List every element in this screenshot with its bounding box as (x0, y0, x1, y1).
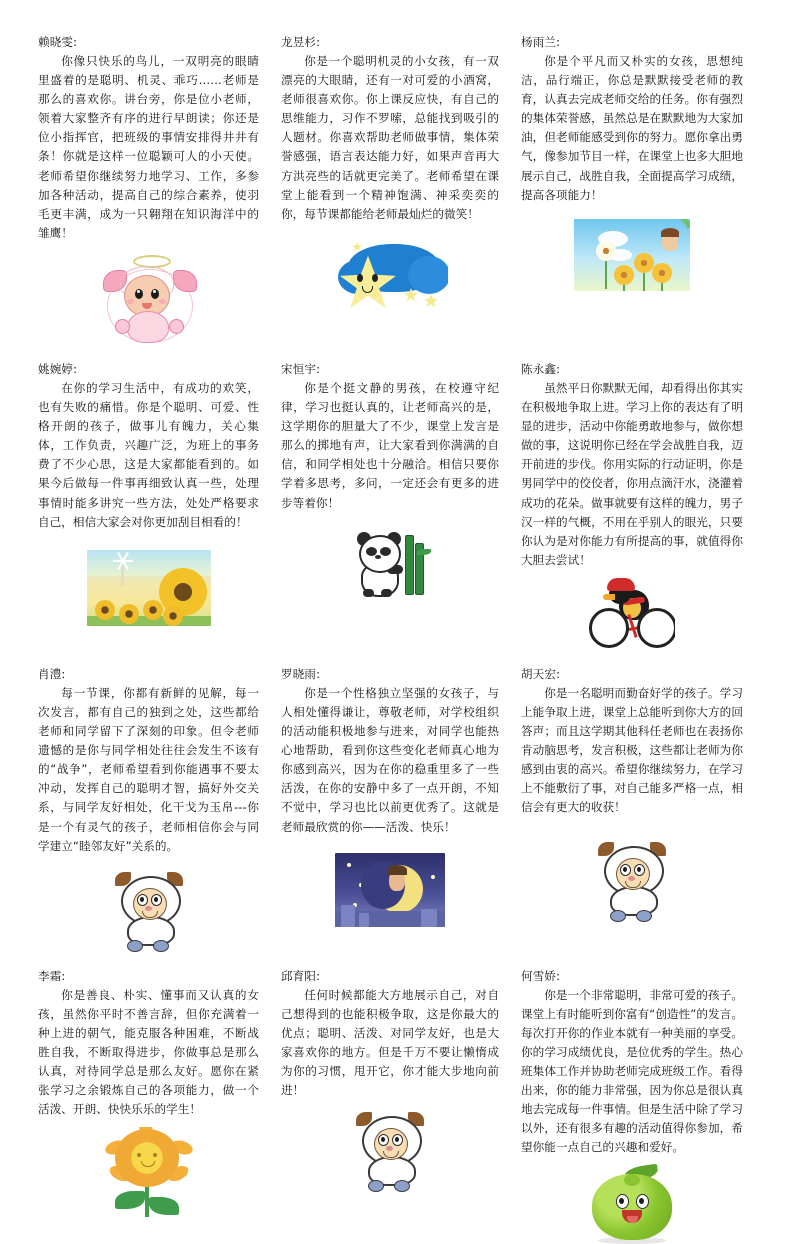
clipart-container (521, 1164, 743, 1244)
sheep-mascot-icon (596, 840, 668, 924)
comment-text: 虽然平日你默默无闻，却看得出你其实在积极地争取上进。学习上你的表达有了明显的进步，活动中你能勇敢地参与，做你想做的事，这说明你已经在学会战胜自我，迈开前进的步伐。你用实际的行动证明，你是男同学中的佼佼者，你用点滴汗水，浇灌着成功的花朵。做事就要有这样的魄力，男子汉一样的气概，不用在乎别人的眼光，只要你认为是对你能力有所提高的事，就值得你大胆去尝试！ (521, 380, 743, 567)
comment-text: 你是个平凡而又朴实的女孩，思想纯洁，品行端正，你总是默默接受老师的教育，认真去完成老师交给的任务。你有强烈的集体荣誉感，虽然总是在默默地为大家加油，但老师能感受到你的努力。愿你拿出勇气，像参加节目一样，在课堂上也多大胆地展示自己，战胜自我，全面提高学习成绩，提高各项能力！ (521, 54, 743, 202)
comment-cell-11 (269, 968, 509, 1244)
comment-cell-5 (269, 361, 509, 650)
clipart-container (38, 870, 259, 954)
comment-cell-4 (26, 361, 269, 650)
clipart-container (38, 253, 259, 343)
clipart-container (38, 1127, 259, 1219)
clipart-container (281, 1110, 499, 1194)
student-name: 杨雨兰: (521, 35, 561, 49)
student-name: 肖澧: (38, 666, 66, 681)
clipart-container (521, 576, 743, 650)
moon-sleeping-child-icon (335, 853, 445, 927)
clipart-container (38, 550, 259, 626)
student-name: 何雪娇: (521, 968, 561, 983)
comment-text: 你是一个性格独立坚强的女孩子，与人相处懂得谦让，尊敬老师，对学校组织的活动能积极地参与进来，对同学也能热心地帮助，看到你这些变化老师真心地为你感到高兴，因为在你的稳重里多了一些活泼，在你的安静中多了一点开朗，不知不觉中，学习也比以前更优秀了。这就是老师最欣赏的你——活泼、快乐！ (281, 685, 499, 834)
smiling-star-cloud-icon (332, 236, 448, 318)
comment-cell-1 (26, 34, 269, 343)
green-apple-plush-icon (586, 1164, 678, 1244)
comment-cell-2 (269, 34, 509, 343)
comment-row-4 (26, 968, 767, 1244)
comment-text: 你是一个非常聪明，非常可爱的孩子。课堂上有时能听到你富有“创造性”的发言。每次打开你的作业本就有一种美丽的享受。你的学习成绩优良，是位优秀的学生。热心班集体工作并协助老师完成班级工作。看得出来，你的能力非常强，因为你总是很认真地去完成每一件事情。但是生活中除了学习以外，还有很多有趣的活动值得你参加，希望你能一点自己的兴趣和爱好。 (521, 987, 743, 1155)
student-name: 陈永鑫: (521, 361, 561, 376)
student-name: 李霜: (38, 968, 66, 983)
big-sunflower-icon (101, 1127, 197, 1219)
comment-cell-10 (26, 968, 269, 1244)
sunflower-field-icon (87, 550, 211, 626)
comment-text: 你是善良、朴实、懂事而又认真的女孩，虽然你平时不善言辞，但你充满着一种上进的朝气，能克服各种困难，不断战胜自我，不断取得进步，你做事总是那么认真，对待同学总是那么友好。愿你在紧张学习之余锻炼自己的各项能力，做一个活泼、开朗、快快乐乐的学生！ (38, 987, 259, 1117)
student-name: 宋恒宇: (281, 361, 321, 376)
clipart-container (281, 236, 499, 318)
comment-cell-3 (509, 34, 753, 343)
comment-cell-8 (269, 666, 509, 954)
comment-text: 你是一个聪明机灵的小女孩，有一双漂亮的大眼睛，还有一对可爱的小酒窝，老师很喜欢你。你上课反应快，有自己的思维能力，习作不罗嗦，总能找到吸引的人题材。你喜欢帮助老师做事情，集体荣誉感强，语言表达能力好，如果声音再大方洪亮些的话就更完美了。老师希望在课堂上能看到一个精神饱满、神采奕奕的你，每节课都能给老师最灿烂的微笑！ (281, 54, 499, 221)
student-name: 赖晓雯: (38, 35, 78, 49)
comment-row-2 (26, 361, 767, 650)
student-name: 邱育阳: (281, 968, 321, 983)
student-name: 罗晓雨: (281, 666, 321, 681)
comment-text: 你像只快乐的鸟儿，一双明亮的眼睛里盛着的是聪明、机灵、乖巧……老师是那么的喜欢你。讲台旁，你是位小老师，领着大家整齐有序的进行早朗读；你还是位小指挥官，把班级的事情安排得井井有条！你就是这样一位聪颖可人的小天使。老师希望你继续努力地学习、工作，多参加各种活动，提高自己的综合素养，使羽毛更丰满，成为一只翱翔在知识海洋中的雏鹰！ (38, 54, 259, 240)
student-name: 胡天宏: (521, 666, 561, 681)
clipart-container (281, 853, 499, 927)
sheep-mascot-icon (354, 1110, 426, 1194)
student-name: 姚婉婷: (38, 361, 78, 376)
penguin-cyclist-icon (589, 576, 675, 650)
comment-row-1 (26, 34, 767, 343)
panda-bamboo-icon (347, 531, 433, 599)
comment-cell-9 (509, 666, 753, 954)
sheep-mascot-icon (113, 870, 185, 954)
clipart-container (521, 219, 743, 291)
comment-text: 你是个挺文静的男孩，在校遵守纪律，学习也挺认真的，让老师高兴的是，这学期你的胆量大了不少，课堂上发言是那么的掷地有声，让大家看到你满满的自信，和同学相处也十分融洽。相信只要你学着多思考，多问，一定还会有更多的进步等着你！ (281, 380, 499, 510)
comment-text: 在你的学习生活中，有成功的欢笑，也有失败的痛惜。你是个聪明、可爱、性格开朗的孩子，做事儿有魄力，关心集体，工作负责，兴趣广泛，为班上的事务费了不少心思，这是大家都能看到的。如果今后做每一件事再细致认真一些，处理事情时能多讲究一些方法，处处严格要求自己，相信大家会对你更加刮目相看的！ (38, 380, 259, 529)
comment-text: 你是一名聪明而勤奋好学的孩子。学习上能争取上进，课堂上总能听到你大方的回答声；而且这学期其他科任老师也在表扬你肯动脑思考，发言积极，这些都让老师为你感到由衷的高兴。希望你继续努力，在学习上不能敷衍了事，对自己能多严格一点，相信会有更大的收获！ (521, 685, 743, 815)
clipart-container (521, 840, 743, 924)
comment-text: 每一节课，你都有新鲜的见解，每一次发言，都有自己的独到之处，这些都给老师和同学留下了深刻的印象。但令老师遗憾的是你与同学相处往往会发生不该有的“战争”，老师希望看到你能遇事不要太冲动，发挥自己的聪明才智，搞好外交关系，与同学友好相处，化干戈为玉帛---你是一个有灵气的孩子，老师相信你会与同学建立“睦邻友好”关系的。 (38, 685, 259, 853)
rainbow-flowers-icon (574, 219, 690, 291)
student-name: 龙昱杉: (281, 35, 321, 49)
comment-row-3 (26, 666, 767, 954)
comment-cell-6 (509, 361, 753, 650)
comment-text: 任何时候都能大方地展示自己，对自己想得到的也能积极争取，这是你最大的优点；聪明、活泼、对同学友好，也是大家喜欢你的地方。但是千万不要让懒惰成为你的习惯，甩开它，你才能大步地向前进！ (281, 987, 499, 1098)
clipart-container (281, 531, 499, 599)
angel-baby-icon (97, 253, 201, 343)
comment-cell-12 (509, 968, 753, 1244)
comment-cell-7 (26, 666, 269, 954)
